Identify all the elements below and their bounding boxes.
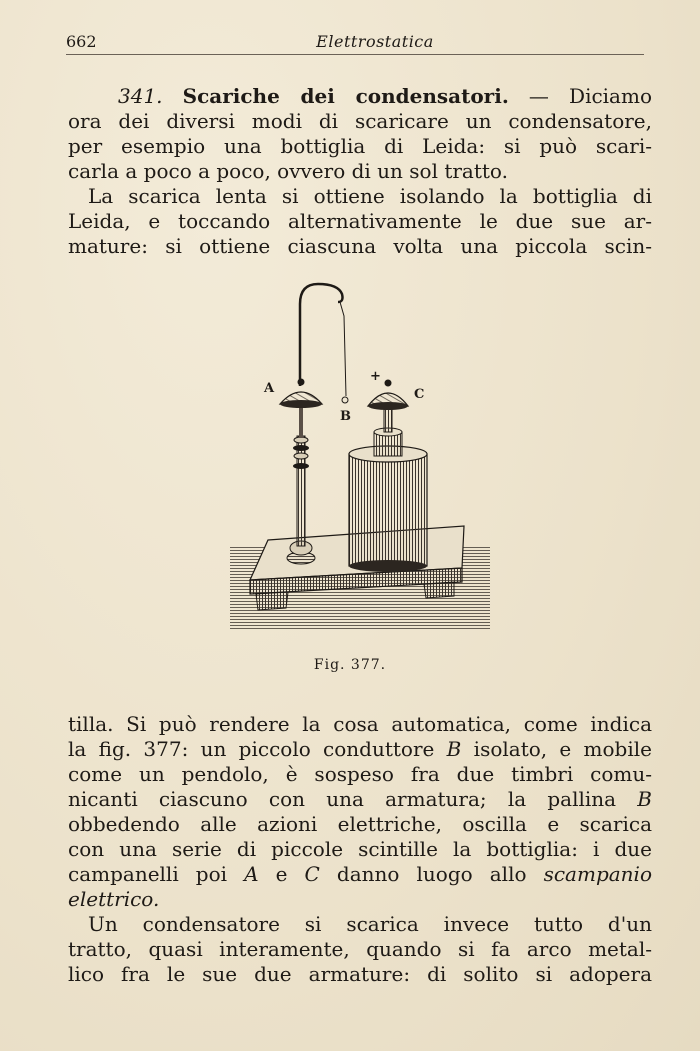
para1-line3: per esempio una bottiglia di Leida: si può scari- <box>68 134 652 158</box>
para1-line4: carla a poco a poco, ovvero di un sol tratto. <box>68 159 508 183</box>
section-number: 341. <box>118 84 163 108</box>
para1-line1: Diciamo <box>569 84 652 108</box>
para3-line1: tilla. Si può rendere la cosa automatica, come indica <box>68 712 652 736</box>
para3-line7: campanelli poi A e C danno luogo allo scampanio <box>68 862 652 886</box>
text-block-bottom <box>68 712 652 987</box>
section-heading-line <box>68 84 652 109</box>
label-b: B <box>340 409 351 424</box>
para4-line3: lico fra le sue due armature: di solito si adopera <box>68 962 652 986</box>
label-c: C <box>414 387 425 402</box>
para4-line1: Un condensatore si scarica invece tutto d'un <box>88 912 652 936</box>
leyden-jar-bells-illustration <box>228 276 492 640</box>
para3-line5: obbedendo alle azioni elettriche, oscilla e scarica <box>68 812 652 836</box>
para1-line2: ora dei diversi modi di scaricare un condensatore, <box>68 109 652 133</box>
para3-line8: elettrico. <box>68 887 160 911</box>
leyden-jar <box>349 380 427 573</box>
running-title: Elettrostatica <box>316 32 434 51</box>
para2-line3: mature: si ottiene ciascuna volta una piccola scin- <box>68 234 652 258</box>
para3-line6: con una serie di piccole scintille la bottiglia: i due <box>68 837 652 861</box>
section-title: Scariche dei condensatori. <box>182 84 509 108</box>
bell-stand-a <box>280 284 348 564</box>
para2-line1: La scarica lenta si ottiene isolando la bottiglia di <box>88 184 652 208</box>
figure-caption: Fig. 377. <box>313 657 387 673</box>
para3-line2: la fig. 377: un piccolo conduttore B isolato, e mobile <box>68 737 652 761</box>
para2-line2: Leida, e toccando alternativamente le due sue ar- <box>68 209 652 233</box>
label-a: A <box>264 381 275 396</box>
para3-line4: nicanti ciascuno con una armatura; la pallina B <box>68 787 652 811</box>
page-number: 662 <box>66 32 97 51</box>
para4-line2: tratto, quasi interamente, quando si fa arco metal- <box>68 937 652 961</box>
text-block-top <box>68 84 652 259</box>
section-dash: — <box>508 84 570 108</box>
page-header <box>66 30 644 55</box>
label-plus: + <box>370 369 381 384</box>
para3-line3: come un pendolo, è sospeso fra due timbri comu- <box>68 762 652 786</box>
